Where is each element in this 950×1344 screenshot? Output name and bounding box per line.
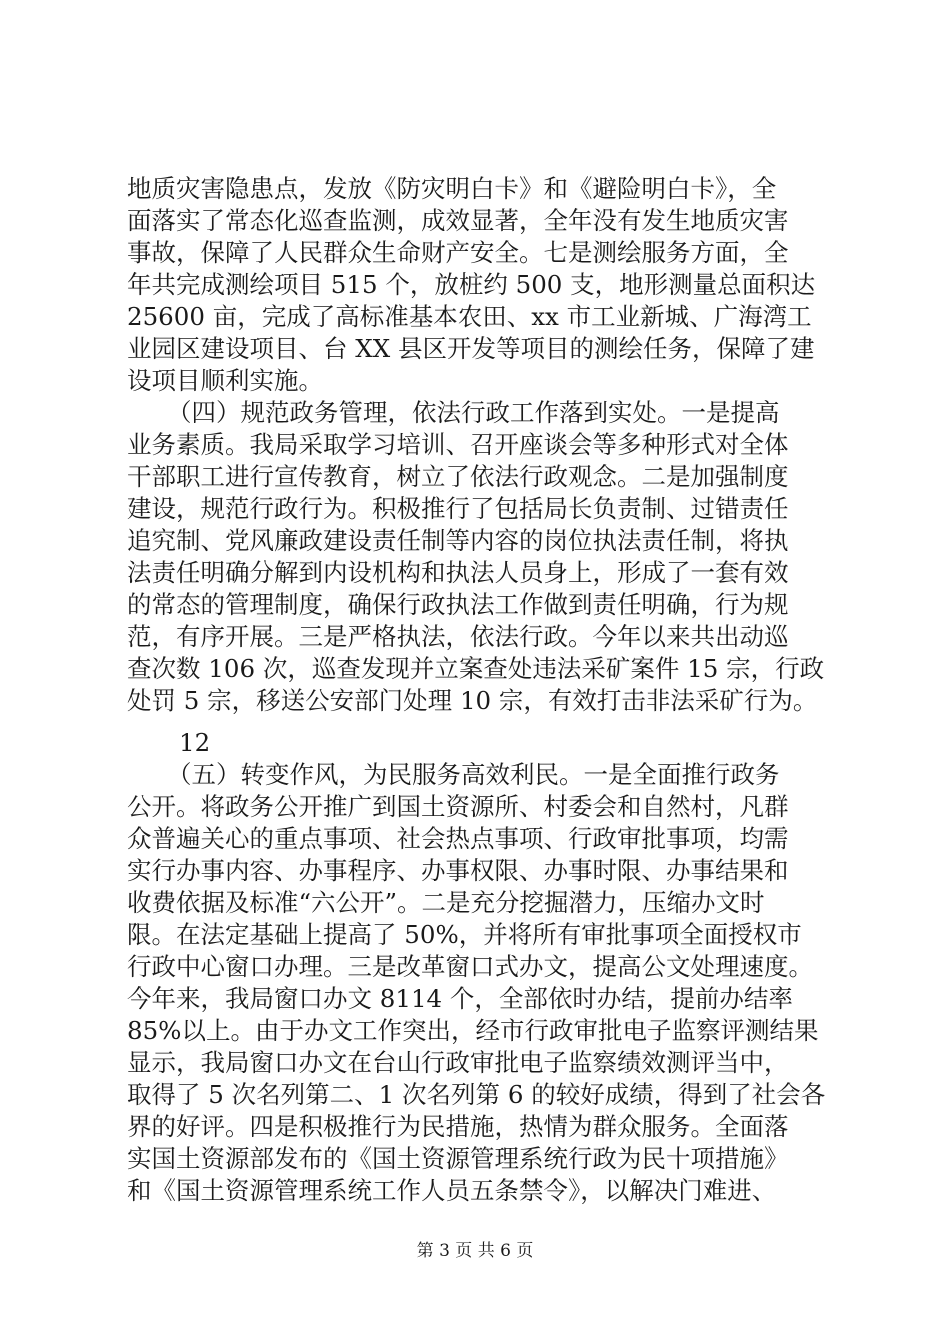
text-line: 收费依据及标准“六公开”。二是充分挖掘潜力，压缩办文时 [127,888,765,917]
text-line: 处罚 5 宗，移送公安部门处理 10 宗，有效打击非法采矿行为。 [127,686,818,715]
text-line: 追究制、党风廉政建设责任制等内容的岗位执法责任制，将执 [127,526,789,555]
text-line: 的常态的管理制度，确保行政执法工作做到责任明确，行为规 [127,590,789,619]
text-line: 今年来，我局窗口办文 8114 个，全部依时办结，提前办结率 [127,984,793,1013]
text-line: 干部职工进行宣传教育，树立了依法行政观念。二是加强制度 [127,462,789,491]
text-line: 和《国土资源管理系统工作人员五条禁令》，以解决门难进、 [127,1176,777,1205]
paragraph-heading-line: （四）规范政务管理，依法行政工作落到实处。一是提高 [167,398,780,427]
text-line: 业务素质。我局采取学习培训、召开座谈会等多种形式对全体 [127,430,789,459]
text-line: 25600 亩，完成了高标准基本农田、xx 市工业新城、广海湾工 [127,302,812,331]
text-line: 建设，规范行政行为。积极推行了包括局长负责制、过错责任 [127,494,789,523]
page-number-footer: 第 3 页 共 6 页 [416,1241,534,1261]
text-line: 设项目顺利实施。 [127,366,323,395]
text-line: 实国土资源部发布的《国土资源管理系统行政为民十项措施》 [127,1144,789,1173]
text-line: 法责任明确分解到内设机构和执法人员身上，形成了一套有效 [127,558,789,587]
text-line: 年共完成测绘项目 515 个，放桩约 500 支，地形测量总面积达 [127,270,816,299]
text-line: 限。在法定基础上提高了 50%，并将所有审批事项全面授权市 [127,920,802,949]
text-line: 85%以上。由于办文工作突出，经市行政审批电子监察评测结果 [127,1016,819,1045]
text-line: 地质灾害隐患点，发放《防灾明白卡》和《避险明白卡》，全 [127,174,777,203]
text-line: 取得了 5 次名列第二、1 次名列第 6 的较好成绩，得到了社会各 [127,1080,826,1109]
text-line: 范，有序开展。三是严格执法，依法行政。今年以来共出动巡 [127,622,789,651]
text-line: 界的好评。四是积极推行为民措施，热情为群众服务。全面落 [127,1112,789,1141]
text-line: 事故，保障了人民群众生命财产安全。七是测绘服务方面，全 [127,238,789,267]
text-line: 实行办事内容、办事程序、办事权限、办事时限、办事结果和 [127,856,789,885]
section-marker: 12 [179,728,211,757]
text-line: 行政中心窗口办理。三是改革窗口式办文，提高公文处理速度。 [127,952,813,981]
text-line: 面落实了常态化巡查监测，成效显著，全年没有发生地质灾害 [127,206,789,235]
text-line: 业园区建设项目、台 XX 县区开发等项目的测绘任务，保障了建 [127,334,815,363]
text-line: 众普遍关心的重点事项、社会热点事项、行政审批事项，均需 [127,824,789,853]
text-line: 显示，我局窗口办文在台山行政审批电子监察绩效测评当中， [127,1048,789,1077]
paragraph-heading-line: （五）转变作风，为民服务高效利民。一是全面推行政务 [167,760,780,789]
text-line: 查次数 106 次，巡查发现并立案查处违法采矿案件 15 宗，行政 [127,654,825,683]
text-line: 公开。将政务公开推广到国土资源所、村委会和自然村，凡群 [127,792,789,821]
